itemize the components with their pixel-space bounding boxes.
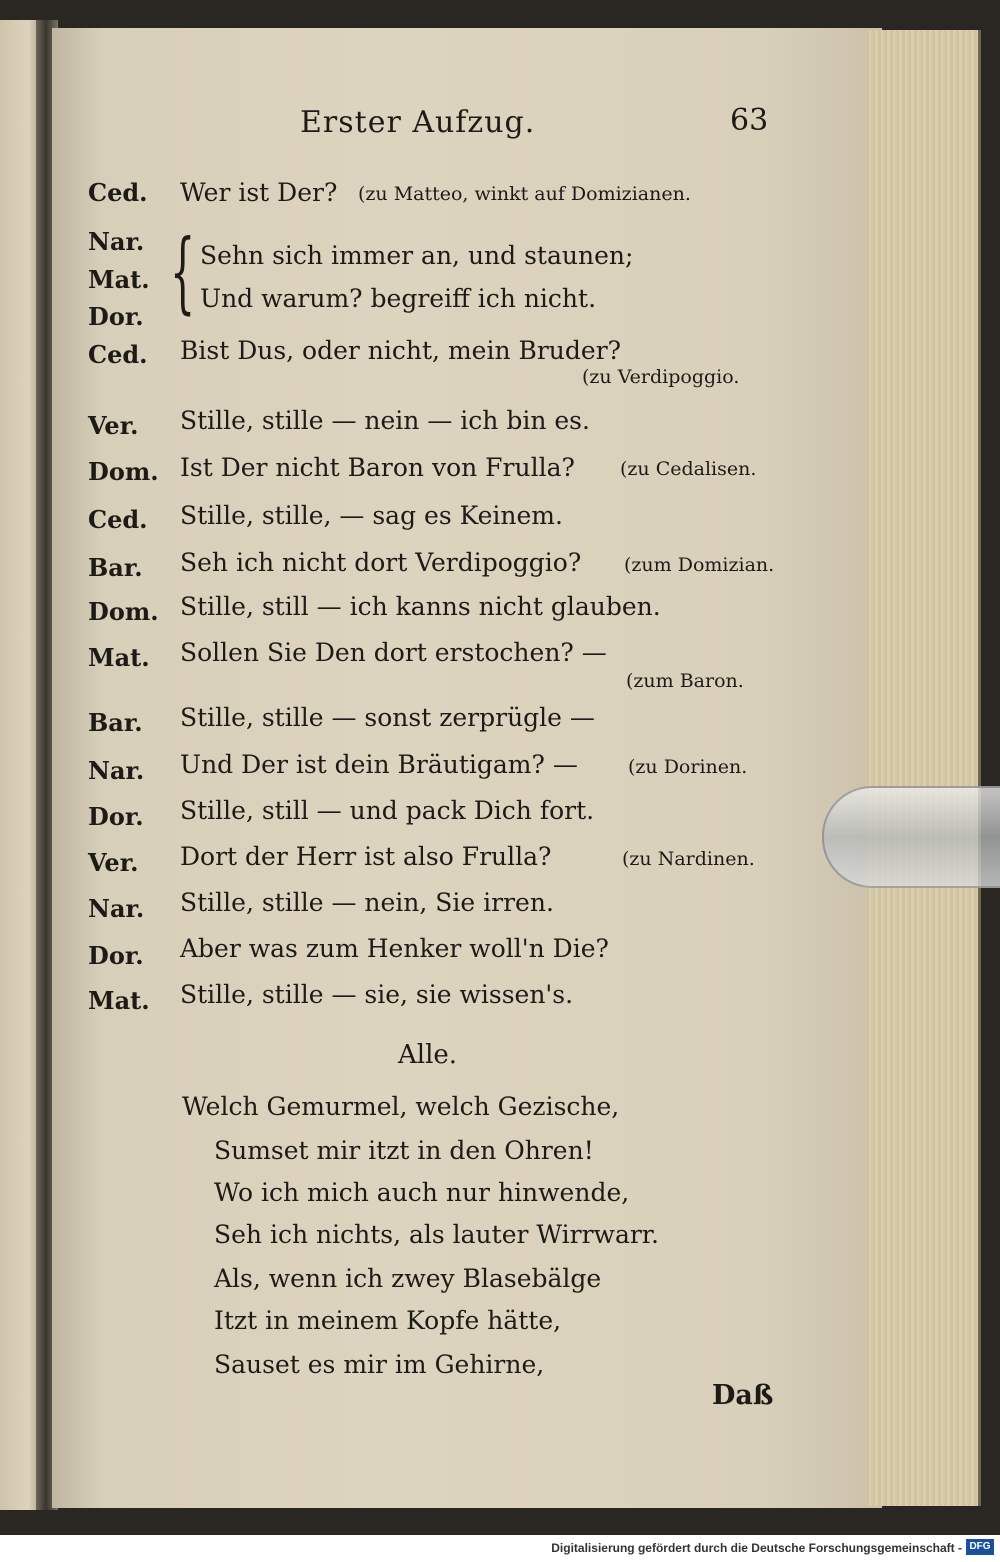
dialogue-line: Stille, stille — nein — ich bin es. [180, 406, 590, 435]
verse-line: Wo ich mich auch nur hinwende, [214, 1178, 630, 1207]
dialogue-line: Stille, stille, — sag es Keinem. [180, 501, 563, 530]
speaker-label: Ced. [88, 178, 148, 207]
catchword: Daß [712, 1380, 774, 1411]
speaker-label: Dom. [88, 597, 159, 626]
verse-line: Seh ich nichts, als lauter Wirrwarr. [214, 1220, 659, 1249]
dialogue-line: Stille, still — und pack Dich fort. [180, 796, 595, 825]
dialogue-line: Ist Der nicht Baron von Frulla? [180, 453, 575, 482]
page-edges [866, 30, 981, 1506]
bracket-line: Und warum? begreiff ich nicht. [200, 284, 597, 313]
dialogue-line: Bist Dus, oder nicht, mein Bruder? [180, 336, 622, 365]
verse-line: Sauset es mir im Gehirne, [214, 1350, 545, 1379]
stage-direction: (zu Nardinen. [622, 848, 755, 870]
dfg-logo: DFG [966, 1539, 994, 1555]
speaker-label: Ver. [88, 411, 139, 440]
speaker-label: Dor. [88, 302, 144, 331]
stage-direction: (zum Baron. [626, 670, 744, 692]
bracket-brace: { [170, 220, 196, 323]
speaker-label: Ver. [88, 848, 139, 877]
page-clip [822, 786, 1000, 888]
speaker-label: Bar. [88, 553, 143, 582]
dialogue-line: Aber was zum Henker woll'n Die? [180, 934, 609, 963]
verse-line: Sumset mir itzt in den Ohren! [214, 1136, 594, 1165]
speaker-label: Nar. [88, 756, 145, 785]
page-number: 63 [730, 103, 769, 138]
speaker-label: Ced. [88, 505, 148, 534]
dialogue-line: Stille, stille — nein, Sie irren. [180, 888, 554, 917]
dialogue-line: Stille, stille — sonst zerprügle — [180, 703, 595, 732]
dialogue-line: Stille, still — ich kanns nicht glauben. [180, 592, 661, 621]
stage-direction: (zu Dorinen. [628, 756, 748, 778]
running-header: Erster Aufzug. [300, 105, 536, 140]
speaker-label: Dor. [88, 802, 144, 831]
bracket-line: Sehn sich immer an, und staunen; [200, 241, 634, 270]
speaker-label: Mat. [88, 265, 150, 294]
stage-direction: (zum Domizian. [624, 554, 775, 576]
speaker-label: Ced. [88, 340, 148, 369]
speaker-label: Mat. [88, 986, 150, 1015]
verse-line: Welch Gemurmel, welch Gezische, [182, 1092, 620, 1121]
stage-direction: (zu Cedalisen. [620, 458, 757, 480]
chorus-heading: Alle. [398, 1040, 458, 1070]
speaker-label: Mat. [88, 643, 150, 672]
speaker-label: Nar. [88, 894, 145, 923]
speaker-label: Dor. [88, 941, 144, 970]
dialogue-line: Dort der Herr ist also Frulla? [180, 842, 552, 871]
dialogue-line: Und Der ist dein Bräutigam? — [180, 750, 578, 779]
stage-direction: (zu Matteo, winkt auf Domizianen. [358, 183, 691, 205]
speaker-label: Dom. [88, 457, 159, 486]
verse-line: Als, wenn ich zwey Blasebälge [214, 1264, 602, 1293]
verse-line: Itzt in meinem Kopfe hätte, [214, 1306, 562, 1335]
speaker-label: Nar. [88, 227, 145, 256]
stage-direction: (zu Verdipoggio. [582, 366, 740, 388]
dialogue-line: Seh ich nicht dort Verdipoggio? [180, 548, 582, 577]
dialogue-line: Stille, stille — sie, sie wissen's. [180, 980, 574, 1009]
speaker-label: Bar. [88, 708, 143, 737]
footer-credit: Digitalisierung gefördert durch die Deutsche Forschungsgemeinschaft - [551, 1541, 962, 1555]
dialogue-line: Wer ist Der? [180, 178, 338, 207]
dialogue-line: Sollen Sie Den dort erstochen? — [180, 638, 607, 667]
